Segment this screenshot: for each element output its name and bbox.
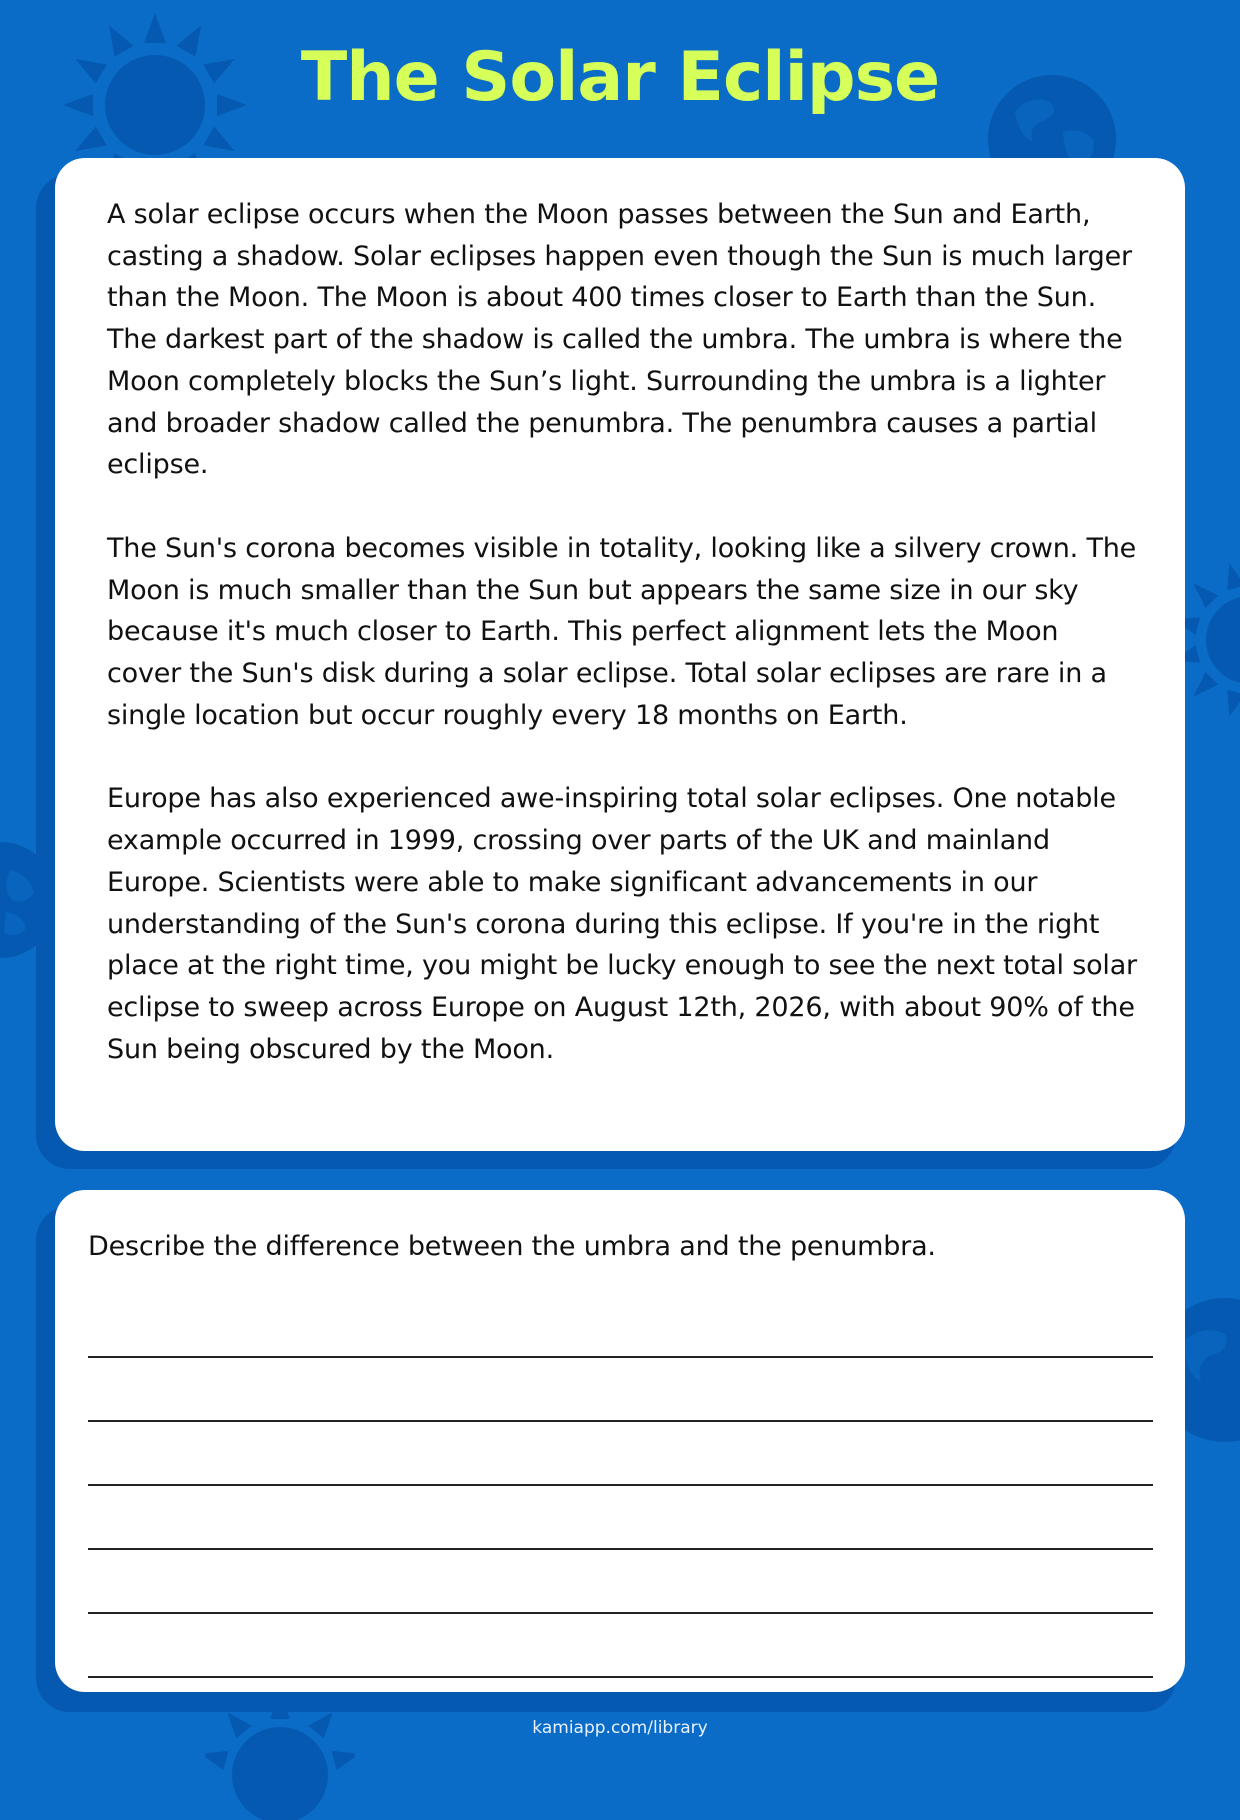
page-title: The Solar Eclipse bbox=[300, 38, 940, 117]
answer-line[interactable] bbox=[88, 1614, 1153, 1678]
question-text: Describe the difference between the umbra and the penumbra. bbox=[88, 1231, 936, 1262]
answer-line[interactable] bbox=[88, 1550, 1153, 1614]
question-card bbox=[55, 1190, 1185, 1692]
passage-paragraph: A solar eclipse occurs when the Moon passes between the Sun and Earth, casting a shadow. Solar eclipses happen even though the Sun is much larger than the Moon. The Moon is about 400 times closer to Earth than the Sun. The darkest part of the shadow is called the umbra. The umbra is where the Moon completely blocks the Sun’s light. Surrounding the umbra is a lighter and broader shadow called the penumbra. The penumbra causes a partial eclipse. bbox=[107, 199, 1132, 481]
sun-icon bbox=[1180, 550, 1240, 730]
answer-line[interactable] bbox=[88, 1422, 1153, 1486]
passage-paragraph: Europe has also experienced awe-inspiring total solar eclipses. One notable example occurred in 1999, crossing over parts of the UK and mainland Europe. Scientists were able to make significant advancements in our understanding of the Sun's corona during this eclipse. If you're in the right place at the right time, you might be lucky enough to see the next total solar eclipse to sweep across Europe on August 12th, 2026, with about 90% of the Sun being obscured by the Moon. bbox=[107, 783, 1137, 1065]
answer-line[interactable] bbox=[88, 1486, 1153, 1550]
answer-line[interactable] bbox=[88, 1358, 1153, 1422]
answer-area[interactable] bbox=[88, 1296, 1153, 1678]
reading-passage-card bbox=[55, 158, 1185, 1151]
answer-line[interactable] bbox=[88, 1296, 1153, 1358]
footer-url: kamiapp.com/library bbox=[532, 1718, 708, 1738]
passage-paragraph: The Sun's corona becomes visible in totality, looking like a silvery crown. The Moon is much smaller than the Sun but appears the same size in our sky because it's much closer to Earth. This perfect alignment lets the Moon cover the Sun's disk during a solar eclipse. Total solar eclipses are rare in a single location but occur roughly every 18 months on Earth. bbox=[107, 532, 1137, 731]
